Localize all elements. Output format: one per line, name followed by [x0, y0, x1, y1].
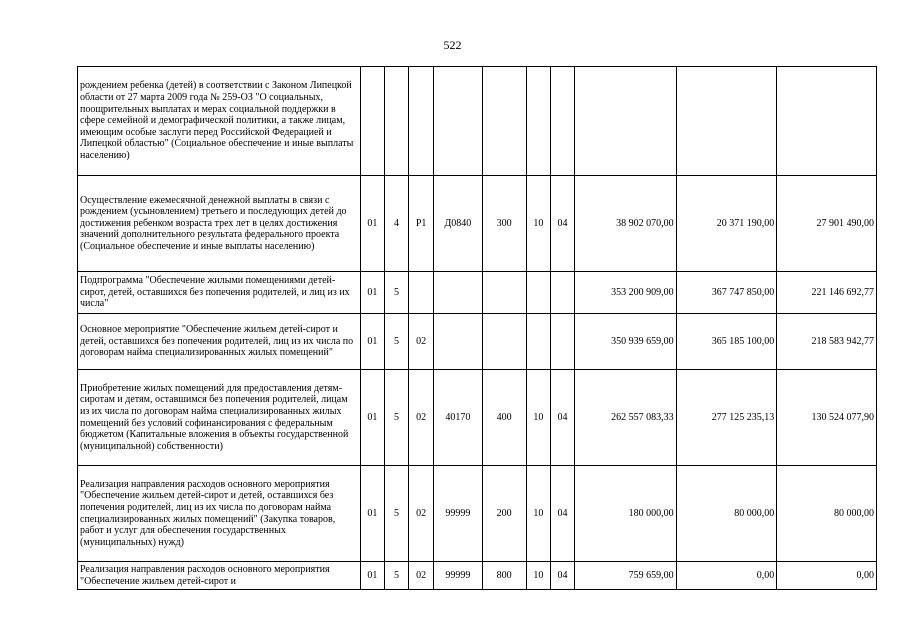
direction-code-cell — [434, 314, 482, 370]
section-cell — [526, 67, 550, 176]
amount-year-2 — [676, 67, 777, 176]
amount-year-2: 0,00 — [676, 562, 777, 590]
table-row — [78, 562, 877, 590]
subprogram-code-cell: 5 — [384, 466, 408, 562]
row-description: Подпрограмма "Обеспечение жилыми помещениями детей-сирот, детей, оставшихся без попечения родителей, и лиц из их числа" — [78, 272, 361, 314]
subsection-cell — [550, 272, 574, 314]
direction-code-cell: 99999 — [434, 562, 482, 590]
amount-year-2: 367 747 850,00 — [676, 272, 777, 314]
subsection-cell — [550, 67, 574, 176]
program-code-cell: 01 — [360, 370, 384, 466]
subprogram-code-cell: 4 — [384, 176, 408, 272]
program-code-cell: 01 — [360, 272, 384, 314]
amount-year-1: 180 000,00 — [575, 466, 677, 562]
subprogram-code-cell — [384, 67, 408, 176]
program-code-cell: 01 — [360, 176, 384, 272]
expense-type-cell: 200 — [482, 466, 526, 562]
expense-type-cell: 400 — [482, 370, 526, 466]
subprogram-code-cell: 5 — [384, 314, 408, 370]
section-cell: 10 — [526, 176, 550, 272]
table-row — [78, 314, 877, 370]
amount-year-3 — [777, 67, 877, 176]
direction-code-cell — [434, 67, 482, 176]
amount-year-3: 221 146 692,77 — [777, 272, 877, 314]
subsection-cell: 04 — [550, 562, 574, 590]
subsection-cell: 04 — [550, 370, 574, 466]
amount-year-1: 262 557 083,33 — [575, 370, 677, 466]
amount-year-3: 130 524 077,90 — [777, 370, 877, 466]
direction-code-cell: 40170 — [434, 370, 482, 466]
activity-code-cell: P1 — [409, 176, 434, 272]
activity-code-cell: 02 — [409, 562, 434, 590]
program-code-cell: 01 — [360, 466, 384, 562]
expense-type-cell: 300 — [482, 176, 526, 272]
subprogram-code-cell: 5 — [384, 562, 408, 590]
subprogram-code-cell: 5 — [384, 370, 408, 466]
expense-type-cell: 800 — [482, 562, 526, 590]
budget-table — [77, 66, 877, 590]
row-description: Приобретение жилых помещений для предоставления детям-сиротам и детям, оставшимся без попечения родителей, лицам из их числа по договорам найма специализированных жилых помещений без условий софинансирования с федеральным бюджетом (Капитальные вложения в объекты государственной (муниципальной) собственности) — [78, 370, 361, 466]
amount-year-1 — [575, 67, 677, 176]
row-description: Основное мероприятие "Обеспечение жильем детей-сирот и детей, оставшихся без попечения родителей, лиц из их числа по договорам найма специализированных жилых помещений" — [78, 314, 361, 370]
row-description: Реализация направления расходов основного мероприятия "Обеспечение жильем детей-сирот и — [78, 562, 361, 590]
program-code-cell: 01 — [360, 562, 384, 590]
amount-year-2: 20 371 190,00 — [676, 176, 777, 272]
program-code-cell: 01 — [360, 314, 384, 370]
subsection-cell: 04 — [550, 466, 574, 562]
table-row — [78, 176, 877, 272]
row-description: рождением ребенка (детей) в соответствии с Законом Липецкой области от 27 марта 2009 года № 259-ОЗ "О социальных, поощрительных выплатах и мерах социальной поддержки в сфере семейной и демографической политики, а также лицам, имеющим особые заслуги перед Российской Федерацией и Липецкой областью" (Социальное обеспечение и иные выплаты населению) — [78, 67, 361, 176]
subsection-cell: 04 — [550, 176, 574, 272]
direction-code-cell: Д0840 — [434, 176, 482, 272]
amount-year-1: 353 200 909,00 — [575, 272, 677, 314]
section-cell — [526, 314, 550, 370]
table-row — [78, 272, 877, 314]
amount-year-1: 38 902 070,00 — [575, 176, 677, 272]
amount-year-3: 0,00 — [777, 562, 877, 590]
amount-year-3: 80 000,00 — [777, 466, 877, 562]
direction-code-cell — [434, 272, 482, 314]
activity-code-cell: 02 — [409, 314, 434, 370]
amount-year-2: 277 125 235,13 — [676, 370, 777, 466]
section-cell: 10 — [526, 562, 550, 590]
table-row — [78, 370, 877, 466]
section-cell: 10 — [526, 370, 550, 466]
amount-year-3: 27 901 490,00 — [777, 176, 877, 272]
table-row — [78, 67, 877, 176]
section-cell — [526, 272, 550, 314]
amount-year-1: 350 939 659,00 — [575, 314, 677, 370]
amount-year-2: 80 000,00 — [676, 466, 777, 562]
activity-code-cell: 02 — [409, 370, 434, 466]
amount-year-2: 365 185 100,00 — [676, 314, 777, 370]
amount-year-3: 218 583 942,77 — [777, 314, 877, 370]
activity-code-cell — [409, 272, 434, 314]
amount-year-1: 759 659,00 — [575, 562, 677, 590]
subprogram-code-cell: 5 — [384, 272, 408, 314]
activity-code-cell: 02 — [409, 466, 434, 562]
expense-type-cell — [482, 67, 526, 176]
subsection-cell — [550, 314, 574, 370]
program-code-cell — [360, 67, 384, 176]
direction-code-cell: 99999 — [434, 466, 482, 562]
expense-type-cell — [482, 314, 526, 370]
table-row — [78, 466, 877, 562]
row-description: Реализация направления расходов основного мероприятия "Обеспечение жильем детей-сирот и детей, оставшихся без попечения родителей, лиц из их числа по договорам найма специализированных жилых помещений" (Закупка товаров, работ и услуг для обеспечения государственных (муниципальных) нужд) — [78, 466, 361, 562]
row-description: Осуществление ежемесячной денежной выплаты в связи с рождением (усыновлением) третьего и последующих детей до достижения ребенком возраста трех лет в целях достижения значений дополнительного результата федерального проекта (Социальное обеспечение и иные выплаты населению) — [78, 176, 361, 272]
expense-type-cell — [482, 272, 526, 314]
activity-code-cell — [409, 67, 434, 176]
page-number: 522 — [443, 38, 462, 52]
section-cell: 10 — [526, 466, 550, 562]
